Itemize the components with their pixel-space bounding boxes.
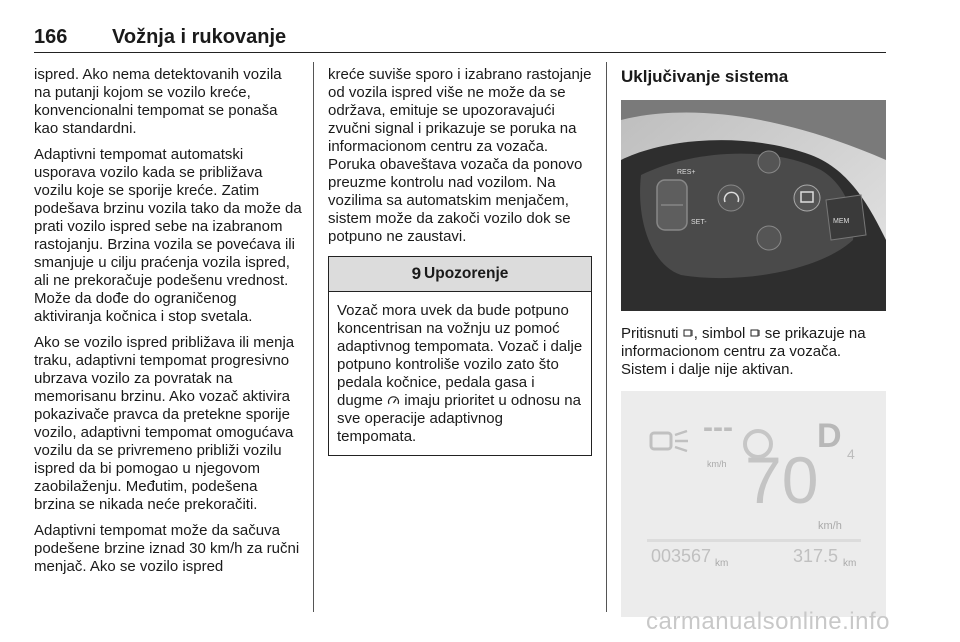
page-header [34, 26, 886, 53]
section-title: Uključivanje sistema [621, 67, 789, 86]
watermark: carmanualsonline.info [646, 608, 890, 635]
text-column-1 [34, 66, 302, 584]
current-speed: 70 [745, 443, 819, 517]
gear-number: 4 [847, 446, 855, 462]
trip-unit: km [843, 558, 857, 569]
paragraph: Ako se vozilo ispred približava ili menja traku, adaptivni tempomat progresivno ubrzava vozilo za povratak na memorisanu brzinu. Ako vozač aktivira pokazivače pravca da pretekne sporije vozilo, adaptivni tempomat omogućava vozilu da se privremeno približi vozilu ispred da bi pomogao u njegovom zaobilaženju. Međutim, podešena brzina se nikada neće prekoračiti. [34, 334, 295, 513]
text-column-3 [621, 68, 886, 617]
adaptive-cruise-icon [683, 328, 694, 339]
adaptive-cruise-icon [750, 328, 761, 339]
set-speed-unit: km/h [707, 459, 727, 469]
paragraph: Adaptivni tempomat može da sačuva podešene brzine iznad 30 km/h za ručni menjač. Ako se vozilo ispred [34, 522, 300, 575]
caption: Pritisnuti , simbol se prikazuje na informacionom centru za vozača. Sistem i dalje nije aktivan. [621, 325, 866, 378]
svg-text:RES+: RES+ [677, 169, 696, 176]
odometer-unit: km [715, 558, 729, 569]
gear-indicator: D [817, 417, 842, 455]
warning-header [329, 257, 591, 292]
column-divider [606, 62, 607, 612]
paragraph: ispred. Ako nema detektovanih vozila na putanji kojom se vozilo kreće, konvencionalni tempomat se ponaša kao standardni. [34, 66, 282, 137]
text-column-2 [328, 66, 594, 456]
paragraph: Adaptivni tempomat automatski usporava vozilo kada se približava vozilu koje se sporije kreće. Zatim podešava brzinu vozila tako da može da prati vozilo ispred sebe na izabranom rastojanju. Brzina vozila se povećava ili smanjuje u cilju praćenja vozila ispred, ali ne prekoračuje podešenu vrednost. Može da dođe do ograničenog aktiviranja kočnica i stop svetala. [34, 146, 302, 325]
trip-meter: 317.5 [793, 546, 839, 566]
svg-text:MEM: MEM [833, 218, 850, 225]
warning-triangle-icon: 9 [411, 264, 422, 283]
adaptive-cruise-indicator-icon [649, 427, 691, 459]
page-title: Vožnja i rukovanje [112, 26, 287, 48]
steering-wheel-controls-photo [621, 100, 886, 311]
odometer: 003567 [651, 546, 712, 566]
column-divider [313, 62, 314, 612]
paragraph: kreće suviše sporo i izabrano rastojanje od vozila ispred više ne može da se održava, emituje se upozoravajući zvučni signal i prikazuje se poruka na informacionom centru za vozača. Poruka obaveštava vozača da ponovo preuzme kontrolu nad vozilom. Na vozilima sa automatskim menjačem, sistem može da zakoči vozilo dok se potpuno ne zaustavi. [328, 66, 592, 245]
speed-unit: km/h [818, 520, 842, 532]
divider-line [647, 539, 861, 542]
warning-title: Upozorenje [424, 265, 509, 282]
warning-body: Vozač mora uvek da bude potpuno koncentrisan na vožnju uz pomoć adaptivnog tempomata. Vozač i dalje potpuno kontroliše vozilo zato što pedala kočnice, pedala gasa i dugme imaju prioritet u odnosu na sve operacije adaptivnog tempomata. [337, 302, 583, 445]
set-speed-dashes: --- [703, 411, 733, 444]
page-number: 166 [34, 26, 68, 48]
cruise-control-icon [387, 395, 400, 406]
svg-text:SET-: SET- [691, 219, 707, 226]
warning-box [328, 256, 592, 456]
instrument-cluster-display [621, 391, 886, 617]
